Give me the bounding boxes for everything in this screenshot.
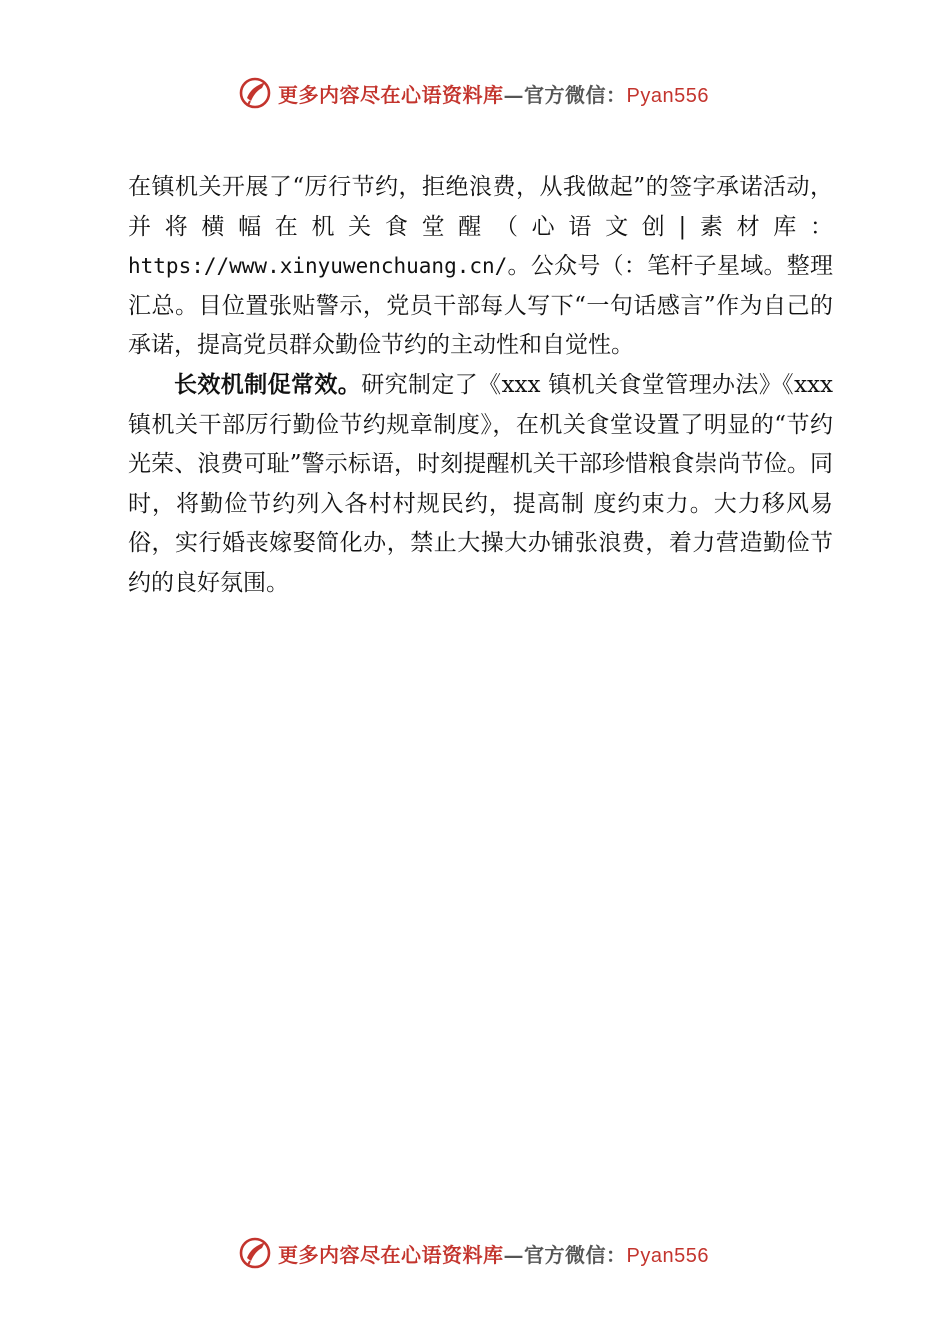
header-title: 更多内容尽在心语资料库: [278, 82, 504, 107]
paragraph-2-lead: 长效机制促常效。: [174, 371, 362, 398]
document-body: [128, 168, 833, 604]
paragraph-1-url: https://www.xinyuwenchuang.cn/: [128, 254, 508, 279]
footer-wechat-label: —官方微信：: [503, 1242, 627, 1267]
footer-title: 更多内容尽在心语资料库: [278, 1242, 504, 1267]
paragraph-1-text-b: 。公众号（：笔杆子星域。整理汇总。目位置张贴警示，党员干部每人写下“一句话感言”作为自己的承诺，提高党员群众勤俭节约的主动性和自觉性。: [128, 253, 833, 359]
brand-logo-icon: [238, 76, 272, 110]
paragraph-1-text-a: 在镇机关开展了“厉行节约，拒绝浪费，从我做起”的签字承诺活动，并将横幅在机关食堂醒（心语文创|素材库：: [128, 174, 833, 240]
header-wechat-label: —官方微信：: [503, 82, 627, 107]
footer-text: [278, 1239, 709, 1268]
header-banner: [238, 75, 758, 111]
header-wechat-id: Pyan556: [626, 84, 709, 107]
footer-banner: [238, 1235, 758, 1271]
paragraph-2: [128, 366, 833, 604]
paragraph-1: [128, 168, 833, 366]
brand-logo-icon: [238, 1236, 272, 1270]
footer-wechat-id: Pyan556: [626, 1244, 709, 1267]
paragraph-2-text: 研究制定了《xxx 镇机关食堂管理办法》《xxx 镇机关干部厉行勤俭节约规章制度》，在机关食堂设置了明显的“节约光荣、浪费可耻”警示标语，时刻提醒机关干部珍惜粮食崇尚节俭。同时，将勤俭节约列入各村村规民约，提高制 度约束力。大力移风易俗，实行婚丧嫁娶简化办，禁止大操大办铺张浪费，着力营造勤俭节约的良好氛围。: [128, 371, 833, 596]
header-text: [278, 79, 709, 108]
